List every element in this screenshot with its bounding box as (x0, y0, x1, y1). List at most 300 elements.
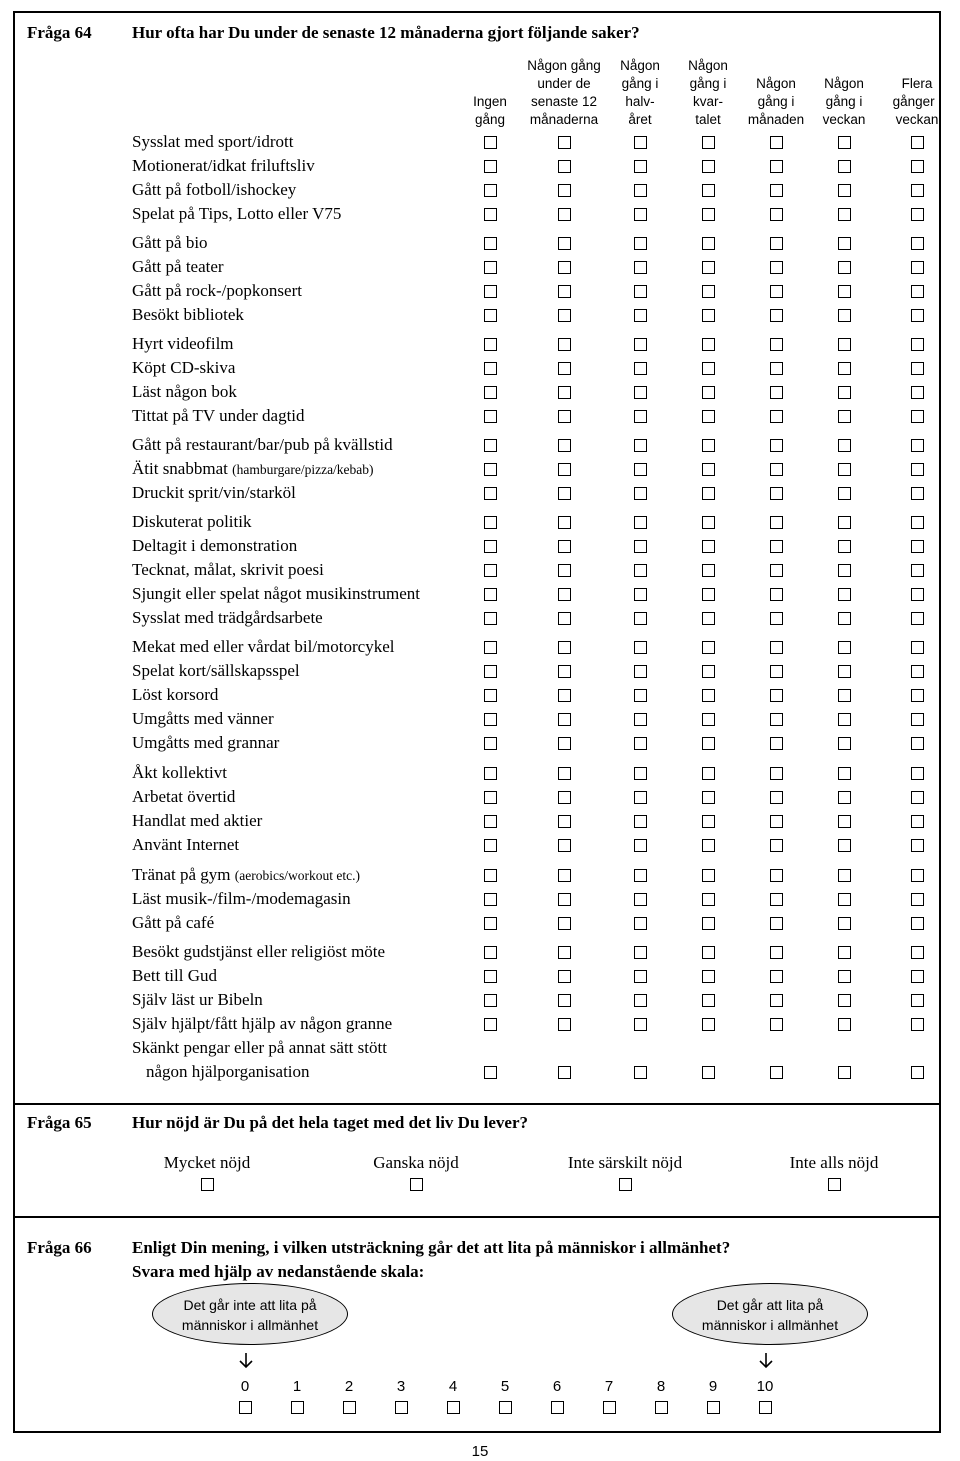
q64-answer-checkbox[interactable] (770, 767, 783, 780)
q64-answer-checkbox[interactable] (911, 791, 924, 804)
q64-answer-checkbox[interactable] (838, 184, 851, 197)
q64-answer-checkbox[interactable] (911, 869, 924, 882)
q64-answer-checkbox[interactable] (770, 285, 783, 298)
q64-answer-checkbox[interactable] (634, 540, 647, 553)
q64-answer-checkbox[interactable] (484, 737, 497, 750)
q64-answer-checkbox[interactable] (634, 184, 647, 197)
q64-answer-checkbox[interactable] (634, 791, 647, 804)
q64-answer-checkbox[interactable] (484, 641, 497, 654)
q64-answer-checkbox[interactable] (770, 184, 783, 197)
q64-answer-checkbox[interactable] (558, 410, 571, 423)
q64-answer-checkbox[interactable] (702, 410, 715, 423)
q64-answer-checkbox[interactable] (838, 487, 851, 500)
q64-answer-checkbox[interactable] (484, 208, 497, 221)
q64-answer-checkbox[interactable] (702, 487, 715, 500)
q64-answer-checkbox[interactable] (911, 689, 924, 702)
q64-answer-checkbox[interactable] (634, 410, 647, 423)
q64-answer-checkbox[interactable] (838, 815, 851, 828)
q64-answer-checkbox[interactable] (770, 540, 783, 553)
q64-answer-checkbox[interactable] (634, 970, 647, 983)
q64-answer-checkbox[interactable] (838, 136, 851, 149)
q64-answer-checkbox[interactable] (484, 439, 497, 452)
q64-answer-checkbox[interactable] (484, 237, 497, 250)
q64-answer-checkbox[interactable] (634, 612, 647, 625)
q64-answer-checkbox[interactable] (702, 713, 715, 726)
q64-answer-checkbox[interactable] (770, 713, 783, 726)
q64-answer-checkbox[interactable] (702, 994, 715, 1007)
q64-answer-checkbox[interactable] (558, 665, 571, 678)
q64-answer-checkbox[interactable] (770, 463, 783, 476)
q64-answer-checkbox[interactable] (911, 970, 924, 983)
q64-answer-checkbox[interactable] (558, 160, 571, 173)
q64-answer-checkbox[interactable] (484, 261, 497, 274)
q64-answer-checkbox[interactable] (702, 463, 715, 476)
q64-answer-checkbox[interactable] (838, 516, 851, 529)
q64-answer-checkbox[interactable] (634, 713, 647, 726)
q64-answer-checkbox[interactable] (770, 917, 783, 930)
q64-answer-checkbox[interactable] (484, 338, 497, 351)
q64-answer-checkbox[interactable] (911, 338, 924, 351)
q64-answer-checkbox[interactable] (770, 516, 783, 529)
q64-answer-checkbox[interactable] (770, 410, 783, 423)
q64-answer-checkbox[interactable] (484, 767, 497, 780)
q64-answer-checkbox[interactable] (770, 791, 783, 804)
q64-answer-checkbox[interactable] (911, 309, 924, 322)
q64-answer-checkbox[interactable] (838, 893, 851, 906)
q64-answer-checkbox[interactable] (702, 184, 715, 197)
q64-answer-checkbox[interactable] (911, 946, 924, 959)
q64-answer-checkbox[interactable] (702, 970, 715, 983)
q64-answer-checkbox[interactable] (558, 994, 571, 1007)
column-header-line: halv- (625, 94, 655, 109)
q64-answer-checkbox[interactable] (634, 160, 647, 173)
q64-item-label-text: Ätit snabbmat (132, 459, 228, 478)
q65-option-label: Mycket nöjd (163, 1153, 251, 1172)
q64-answer-checkbox[interactable] (911, 386, 924, 399)
q64-answer-checkbox[interactable] (484, 309, 497, 322)
q64-answer-checkbox[interactable] (702, 309, 715, 322)
q64-answer-checkbox[interactable] (484, 791, 497, 804)
q64-answer-checkbox[interactable] (558, 689, 571, 702)
q64-answer-checkbox[interactable] (484, 946, 497, 959)
q64-answer-checkbox[interactable] (770, 261, 783, 274)
q64-answer-checkbox[interactable] (911, 516, 924, 529)
q64-answer-checkbox[interactable] (911, 439, 924, 452)
q64-answer-checkbox[interactable] (634, 309, 647, 322)
q64-answer-checkbox[interactable] (838, 665, 851, 678)
q64-answer-checkbox[interactable] (770, 338, 783, 351)
q64-answer-checkbox[interactable] (484, 893, 497, 906)
q64-answer-checkbox[interactable] (558, 439, 571, 452)
q64-answer-checkbox[interactable] (558, 564, 571, 577)
q64-answer-checkbox[interactable] (484, 612, 497, 625)
q64-answer-checkbox[interactable] (911, 767, 924, 780)
q64-answer-checkbox[interactable] (770, 564, 783, 577)
q64-item-label-text: Diskuterat politik (132, 512, 252, 531)
q64-answer-checkbox[interactable] (770, 815, 783, 828)
q64-answer-checkbox[interactable] (770, 439, 783, 452)
q64-item-label (132, 132, 294, 152)
q64-answer-checkbox[interactable] (838, 946, 851, 959)
q64-answer-checkbox[interactable] (911, 285, 924, 298)
q64-answer-checkbox[interactable] (558, 309, 571, 322)
q64-answer-checkbox[interactable] (911, 1066, 924, 1079)
q64-answer-checkbox[interactable] (702, 791, 715, 804)
q64-answer-checkbox[interactable] (770, 309, 783, 322)
scale-number: 2 (344, 1378, 354, 1395)
scale-number: 6 (552, 1378, 562, 1395)
scale-checkbox[interactable] (707, 1401, 720, 1414)
scale-checkbox[interactable] (239, 1401, 252, 1414)
q64-answer-checkbox[interactable] (770, 386, 783, 399)
q64-answer-checkbox[interactable] (702, 665, 715, 678)
q64-item-label (132, 536, 297, 556)
q64-item-label-text: Använt Internet (132, 835, 240, 854)
q64-answer-checkbox[interactable] (634, 946, 647, 959)
q64-answer-checkbox[interactable] (558, 136, 571, 149)
q64-answer-checkbox[interactable] (838, 338, 851, 351)
q64-item-label-text: Bett till Gud (132, 966, 217, 985)
scale-number: 9 (708, 1378, 718, 1395)
q64-answer-checkbox[interactable] (702, 815, 715, 828)
q64-answer-checkbox[interactable] (558, 588, 571, 601)
q64-answer-checkbox[interactable] (634, 815, 647, 828)
q64-answer-checkbox[interactable] (911, 136, 924, 149)
q64-answer-checkbox[interactable] (484, 386, 497, 399)
q64-answer-checkbox[interactable] (558, 893, 571, 906)
q64-answer-checkbox[interactable] (838, 737, 851, 750)
q64-answer-checkbox[interactable] (558, 1066, 571, 1079)
q64-answer-checkbox[interactable] (558, 463, 571, 476)
q64-answer-checkbox[interactable] (634, 588, 647, 601)
scale-checkbox[interactable] (655, 1401, 668, 1414)
q64-answer-checkbox[interactable] (484, 970, 497, 983)
q64-answer-checkbox[interactable] (634, 994, 647, 1007)
q64-item-label-text: Hyrt videofilm (132, 334, 234, 353)
q64-answer-checkbox[interactable] (558, 285, 571, 298)
q64-answer-checkbox[interactable] (634, 641, 647, 654)
q64-answer-checkbox[interactable] (770, 994, 783, 1007)
q64-answer-checkbox[interactable] (838, 689, 851, 702)
q64-answer-checkbox[interactable] (911, 665, 924, 678)
q64-answer-checkbox[interactable] (484, 160, 497, 173)
q64-answer-checkbox[interactable] (702, 946, 715, 959)
q64-answer-checkbox[interactable] (770, 641, 783, 654)
q64-answer-checkbox[interactable] (702, 839, 715, 852)
q65-option-checkbox[interactable] (619, 1178, 632, 1191)
scale-checkbox[interactable] (343, 1401, 356, 1414)
q64-answer-checkbox[interactable] (702, 136, 715, 149)
q64-answer-checkbox[interactable] (558, 970, 571, 983)
q64-answer-checkbox[interactable] (838, 713, 851, 726)
q64-answer-checkbox[interactable] (702, 641, 715, 654)
q64-answer-checkbox[interactable] (911, 184, 924, 197)
scale-checkbox[interactable] (395, 1401, 408, 1414)
q64-answer-checkbox[interactable] (634, 487, 647, 500)
q64-answer-checkbox[interactable] (838, 588, 851, 601)
q64-answer-checkbox[interactable] (702, 737, 715, 750)
q64-answer-checkbox[interactable] (770, 588, 783, 601)
q64-answer-checkbox[interactable] (702, 386, 715, 399)
q64-answer-checkbox[interactable] (838, 839, 851, 852)
q64-answer-checkbox[interactable] (558, 869, 571, 882)
q64-answer-checkbox[interactable] (634, 362, 647, 375)
q64-answer-checkbox[interactable] (702, 588, 715, 601)
q64-answer-checkbox[interactable] (770, 208, 783, 221)
q64-answer-checkbox[interactable] (911, 917, 924, 930)
q64-answer-checkbox[interactable] (484, 1066, 497, 1079)
q64-answer-checkbox[interactable] (702, 767, 715, 780)
q64-answer-checkbox[interactable] (558, 713, 571, 726)
q64-answer-checkbox[interactable] (484, 994, 497, 1007)
q64-answer-checkbox[interactable] (484, 1018, 497, 1031)
q64-answer-checkbox[interactable] (770, 665, 783, 678)
q64-answer-checkbox[interactable] (558, 208, 571, 221)
q64-answer-checkbox[interactable] (911, 362, 924, 375)
q64-answer-checkbox[interactable] (558, 641, 571, 654)
q64-answer-checkbox[interactable] (911, 410, 924, 423)
q64-answer-checkbox[interactable] (702, 439, 715, 452)
q64-answer-checkbox[interactable] (558, 540, 571, 553)
q64-answer-checkbox[interactable] (770, 362, 783, 375)
q65-option-label: Inte alls nöjd (789, 1153, 879, 1172)
q64-answer-checkbox[interactable] (911, 839, 924, 852)
q64-answer-checkbox[interactable] (702, 362, 715, 375)
q64-answer-checkbox[interactable] (634, 208, 647, 221)
q64-answer-checkbox[interactable] (838, 641, 851, 654)
scale-number: 8 (656, 1378, 666, 1395)
q64-answer-checkbox[interactable] (634, 439, 647, 452)
q64-answer-checkbox[interactable] (770, 160, 783, 173)
q64-answer-checkbox[interactable] (634, 463, 647, 476)
q64-answer-checkbox[interactable] (911, 737, 924, 750)
q64-answer-checkbox[interactable] (911, 564, 924, 577)
q64-answer-checkbox[interactable] (558, 839, 571, 852)
q64-answer-checkbox[interactable] (838, 362, 851, 375)
q64-item-label-text: Läst någon bok (132, 382, 237, 401)
q64-answer-checkbox[interactable] (770, 946, 783, 959)
q64-answer-checkbox[interactable] (558, 612, 571, 625)
q64-answer-checkbox[interactable] (484, 487, 497, 500)
q64-answer-checkbox[interactable] (702, 1018, 715, 1031)
q64-answer-checkbox[interactable] (558, 946, 571, 959)
q64-answer-checkbox[interactable] (634, 839, 647, 852)
q64-answer-checkbox[interactable] (911, 1018, 924, 1031)
q64-answer-checkbox[interactable] (634, 136, 647, 149)
q64-item-label: Skänkt pengar eller på annat sätt stött (132, 1038, 387, 1057)
q64-answer-checkbox[interactable] (838, 791, 851, 804)
q64-answer-checkbox[interactable] (484, 588, 497, 601)
q64-answer-checkbox[interactable] (702, 208, 715, 221)
q64-answer-checkbox[interactable] (558, 237, 571, 250)
q64-answer-checkbox[interactable] (838, 261, 851, 274)
q64-answer-checkbox[interactable] (911, 713, 924, 726)
scale-checkbox[interactable] (603, 1401, 616, 1414)
q64-answer-checkbox[interactable] (770, 1066, 783, 1079)
q64-item-label (132, 661, 300, 681)
q64-answer-checkbox[interactable] (838, 160, 851, 173)
q64-answer-checkbox[interactable] (634, 1018, 647, 1031)
q64-answer-checkbox[interactable] (770, 612, 783, 625)
q64-answer-checkbox[interactable] (634, 516, 647, 529)
q64-answer-checkbox[interactable] (770, 237, 783, 250)
q64-answer-checkbox[interactable] (484, 869, 497, 882)
q64-item-label (132, 865, 360, 886)
q64-item-label (132, 942, 385, 962)
q64-answer-checkbox[interactable] (838, 564, 851, 577)
q64-answer-checkbox[interactable] (484, 463, 497, 476)
q64-answer-checkbox[interactable] (838, 439, 851, 452)
q64-answer-checkbox[interactable] (484, 362, 497, 375)
q64-answer-checkbox[interactable] (838, 309, 851, 322)
q64-answer-checkbox[interactable] (702, 261, 715, 274)
q64-answer-checkbox[interactable] (484, 540, 497, 553)
q64-answer-checkbox[interactable] (702, 869, 715, 882)
q64-answer-checkbox[interactable] (838, 994, 851, 1007)
q65-option-checkbox[interactable] (828, 1178, 841, 1191)
q64-answer-checkbox[interactable] (911, 815, 924, 828)
scale-checkbox[interactable] (447, 1401, 460, 1414)
q64-answer-checkbox[interactable] (911, 487, 924, 500)
q64-answer-checkbox[interactable] (634, 665, 647, 678)
q64-answer-checkbox[interactable] (911, 994, 924, 1007)
q64-answer-checkbox[interactable] (911, 641, 924, 654)
q64-answer-checkbox[interactable] (911, 463, 924, 476)
q64-answer-checkbox[interactable] (702, 338, 715, 351)
q64-answer-checkbox[interactable] (911, 612, 924, 625)
q64-answer-checkbox[interactable] (911, 588, 924, 601)
q64-item-label-text: Druckit sprit/vin/starköl (132, 483, 296, 502)
q64-answer-checkbox[interactable] (770, 136, 783, 149)
q64-answer-checkbox[interactable] (911, 160, 924, 173)
q64-answer-checkbox[interactable] (484, 285, 497, 298)
q65-option-checkbox[interactable] (410, 1178, 423, 1191)
q64-answer-checkbox[interactable] (770, 737, 783, 750)
scale-checkbox[interactable] (551, 1401, 564, 1414)
q64-answer-checkbox[interactable] (702, 893, 715, 906)
q64-answer-checkbox[interactable] (634, 869, 647, 882)
q65-option-checkbox[interactable] (201, 1178, 214, 1191)
q64-answer-checkbox[interactable] (838, 917, 851, 930)
q64-answer-checkbox[interactable] (702, 612, 715, 625)
q64-answer-checkbox[interactable] (558, 184, 571, 197)
scale-checkbox[interactable] (291, 1401, 304, 1414)
scale-checkbox[interactable] (759, 1401, 772, 1414)
q64-item-label (132, 835, 239, 855)
q64-answer-checkbox[interactable] (484, 665, 497, 678)
q64-answer-checkbox[interactable] (634, 261, 647, 274)
q64-answer-checkbox[interactable] (558, 767, 571, 780)
q64-answer-checkbox[interactable] (838, 410, 851, 423)
q64-answer-checkbox[interactable] (484, 184, 497, 197)
q64-answer-checkbox[interactable] (558, 261, 571, 274)
q64-answer-checkbox[interactable] (770, 689, 783, 702)
q64-answer-checkbox[interactable] (558, 737, 571, 750)
q64-answer-checkbox[interactable] (634, 285, 647, 298)
q64-answer-checkbox[interactable] (484, 917, 497, 930)
q64-answer-checkbox[interactable] (484, 516, 497, 529)
q64-answer-checkbox[interactable] (634, 893, 647, 906)
q64-answer-checkbox[interactable] (634, 1066, 647, 1079)
q64-answer-checkbox[interactable] (634, 386, 647, 399)
scale-number: 10 (756, 1378, 774, 1395)
q64-answer-checkbox[interactable] (911, 237, 924, 250)
q64-answer-checkbox[interactable] (484, 410, 497, 423)
q64-answer-checkbox[interactable] (634, 917, 647, 930)
q64-answer-checkbox[interactable] (702, 1066, 715, 1079)
q64-answer-checkbox[interactable] (558, 1018, 571, 1031)
q64-answer-checkbox[interactable] (484, 839, 497, 852)
column-header-line: Flera (901, 76, 933, 91)
q64-answer-checkbox[interactable] (484, 713, 497, 726)
q64-answer-checkbox[interactable] (911, 208, 924, 221)
scale-checkbox[interactable] (499, 1401, 512, 1414)
q64-answer-checkbox[interactable] (558, 917, 571, 930)
q64-answer-checkbox[interactable] (702, 917, 715, 930)
q64-answer-checkbox[interactable] (558, 487, 571, 500)
q64-answer-checkbox[interactable] (838, 285, 851, 298)
q64-answer-checkbox[interactable] (634, 338, 647, 351)
q64-answer-checkbox[interactable] (634, 767, 647, 780)
q64-answer-checkbox[interactable] (838, 767, 851, 780)
q64-answer-checkbox[interactable] (770, 1018, 783, 1031)
q64-answer-checkbox[interactable] (838, 386, 851, 399)
q64-item-label-text: Gått på café (132, 913, 215, 932)
q64-answer-checkbox[interactable] (702, 516, 715, 529)
q64-answer-checkbox[interactable] (702, 564, 715, 577)
q64-answer-checkbox[interactable] (558, 516, 571, 529)
q64-answer-checkbox[interactable] (911, 893, 924, 906)
q64-answer-checkbox[interactable] (484, 136, 497, 149)
q64-answer-checkbox[interactable] (838, 540, 851, 553)
q64-answer-checkbox[interactable] (702, 285, 715, 298)
q64-answer-checkbox[interactable] (838, 463, 851, 476)
q64-answer-checkbox[interactable] (838, 869, 851, 882)
q64-answer-checkbox[interactable] (702, 237, 715, 250)
q64-answer-checkbox[interactable] (838, 1018, 851, 1031)
q64-answer-checkbox[interactable] (634, 689, 647, 702)
q64-answer-checkbox[interactable] (484, 689, 497, 702)
q64-answer-checkbox[interactable] (838, 237, 851, 250)
q64-answer-checkbox[interactable] (484, 815, 497, 828)
q64-answer-checkbox[interactable] (634, 737, 647, 750)
q64-answer-checkbox[interactable] (634, 237, 647, 250)
q64-answer-checkbox[interactable] (702, 540, 715, 553)
q64-answer-checkbox[interactable] (838, 970, 851, 983)
q64-answer-checkbox[interactable] (838, 1066, 851, 1079)
q64-answer-checkbox[interactable] (770, 839, 783, 852)
q64-answer-checkbox[interactable] (702, 160, 715, 173)
q64-answer-checkbox[interactable] (558, 791, 571, 804)
q64-answer-checkbox[interactable] (702, 689, 715, 702)
q64-answer-checkbox[interactable] (484, 564, 497, 577)
q64-answer-checkbox[interactable] (911, 261, 924, 274)
q64-answer-checkbox[interactable] (558, 815, 571, 828)
q64-answer-checkbox[interactable] (558, 362, 571, 375)
q64-answer-checkbox[interactable] (838, 208, 851, 221)
q64-item-label-text: Arbetat övertid (132, 787, 236, 806)
column-header-line: året (628, 112, 652, 127)
q64-answer-checkbox[interactable] (634, 564, 647, 577)
q64-answer-checkbox[interactable] (770, 487, 783, 500)
q64-answer-checkbox[interactable] (558, 386, 571, 399)
q64-answer-checkbox[interactable] (558, 338, 571, 351)
q64-answer-checkbox[interactable] (838, 612, 851, 625)
q64-answer-checkbox[interactable] (770, 970, 783, 983)
q64-answer-checkbox[interactable] (911, 540, 924, 553)
q64-answer-checkbox[interactable] (770, 893, 783, 906)
q64-answer-checkbox[interactable] (770, 869, 783, 882)
